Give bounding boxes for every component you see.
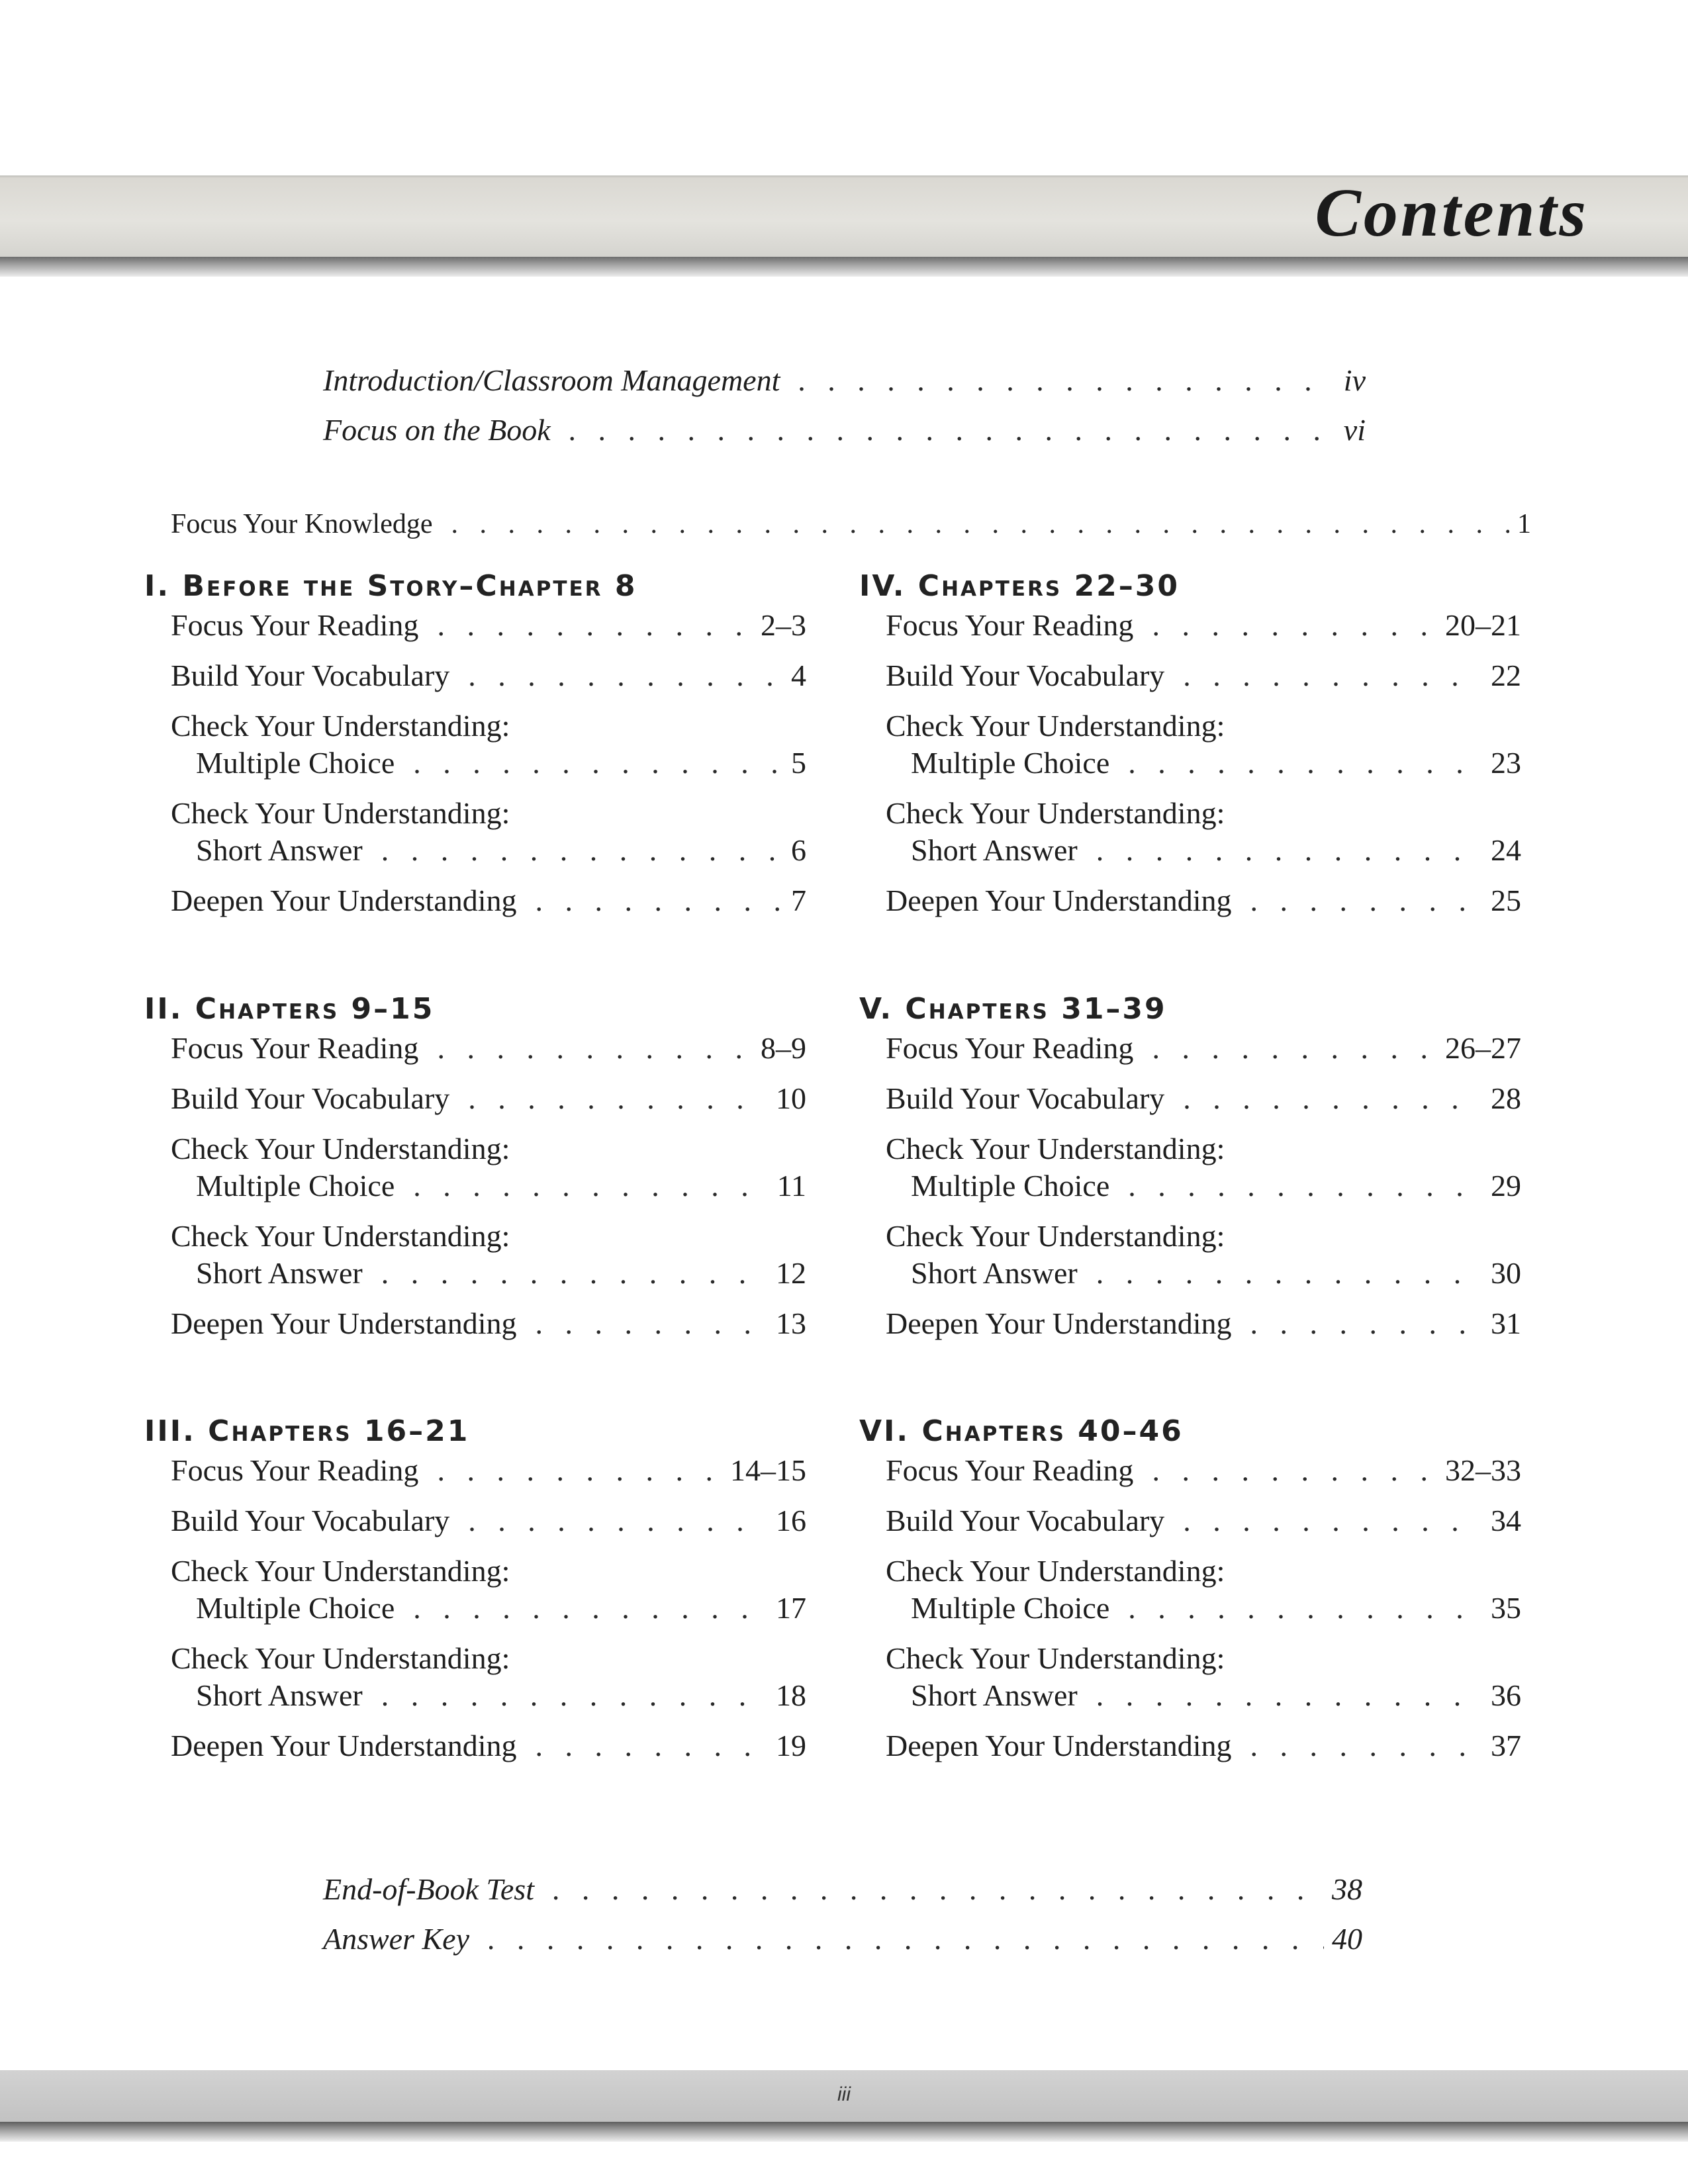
entry-label: Multiple Choice — [196, 1591, 395, 1625]
toc-entry[interactable] — [886, 1025, 1521, 1071]
toc-entry[interactable] — [886, 653, 1521, 699]
entry-label: Build Your Vocabulary — [171, 1081, 450, 1115]
entry-label: Deepen Your Understanding — [886, 1729, 1232, 1762]
toc-entry[interactable] — [911, 1250, 1521, 1297]
entry-label-top: Check Your Understanding: — [171, 796, 510, 830]
entry-page: 34 — [1491, 1504, 1521, 1537]
toc-entry[interactable] — [911, 1585, 1521, 1631]
entry-label: Focus Your Knowledge — [171, 509, 433, 539]
toc-entry[interactable] — [886, 602, 1521, 649]
entry-label-top: Check Your Understanding: — [171, 709, 510, 743]
entry-page: 40 — [1332, 1922, 1362, 1956]
dot-leader — [413, 1163, 769, 1209]
toc-entry[interactable] — [171, 1447, 806, 1494]
entry-page: 20–21 — [1445, 608, 1521, 642]
entry-label: Build Your Vocabulary — [171, 1504, 450, 1537]
page-title: Contents — [1315, 175, 1589, 251]
entry-page: 18 — [776, 1678, 806, 1712]
toc-entry[interactable] — [171, 1075, 806, 1122]
entry-page: 32–33 — [1445, 1453, 1521, 1487]
entry-label-top: Check Your Understanding: — [886, 1554, 1225, 1588]
entry-label: Short Answer — [196, 833, 363, 867]
entry-page: 31 — [1491, 1306, 1521, 1340]
entry-page: 29 — [1491, 1169, 1521, 1203]
dot-leader — [1250, 1723, 1483, 1769]
dot-leader — [1152, 1447, 1437, 1494]
toc-entry[interactable] — [171, 602, 806, 649]
entry-page: 14–15 — [730, 1453, 806, 1487]
dot-leader — [536, 1723, 768, 1769]
entry-page: 28 — [1491, 1081, 1521, 1115]
dot-leader — [468, 1075, 768, 1122]
entry-label: Focus Your Reading — [171, 1031, 419, 1065]
dot-leader — [798, 357, 1335, 404]
toc-entry[interactable] — [196, 740, 806, 786]
entry-page: 23 — [1491, 746, 1521, 780]
toc-entry[interactable] — [886, 1300, 1521, 1347]
toc-entry[interactable] — [171, 1025, 806, 1071]
toc-entry[interactable] — [886, 1447, 1521, 1494]
dot-leader — [437, 602, 753, 649]
entry-label: Build Your Vocabulary — [886, 1504, 1165, 1537]
entry-label: Focus Your Reading — [886, 608, 1134, 642]
entry-page: 37 — [1491, 1729, 1521, 1762]
entry-label: Multiple Choice — [196, 1169, 395, 1203]
toc-entry[interactable] — [171, 1300, 806, 1347]
entry-label-top: Check Your Understanding: — [171, 1219, 510, 1253]
dot-leader — [468, 1498, 768, 1544]
entry-label: Build Your Vocabulary — [886, 659, 1165, 692]
dot-leader — [381, 827, 783, 874]
entry-page: 4 — [791, 659, 806, 692]
dot-leader — [413, 740, 783, 786]
entry-page: 19 — [776, 1729, 806, 1762]
entry-label: Build Your Vocabulary — [171, 659, 450, 692]
entry-label: Short Answer — [911, 1256, 1078, 1290]
entry-page: 10 — [776, 1081, 806, 1115]
entry-label: Deepen Your Understanding — [171, 1306, 517, 1340]
entry-page: 36 — [1491, 1678, 1521, 1712]
toc-entry[interactable] — [911, 740, 1521, 786]
entry-page: 12 — [776, 1256, 806, 1290]
entry-page: 8–9 — [761, 1031, 806, 1065]
entry-label: Multiple Choice — [911, 1591, 1110, 1625]
toc-entry[interactable] — [196, 1585, 806, 1631]
entry-label-top: Check Your Understanding: — [886, 1132, 1225, 1165]
entry-page: 25 — [1491, 884, 1521, 917]
dot-leader — [1250, 1300, 1483, 1347]
dot-leader — [1096, 1250, 1483, 1297]
toc-entry-introduction[interactable] — [323, 357, 1366, 404]
toc-entry[interactable] — [911, 827, 1521, 874]
dot-leader — [488, 1916, 1324, 1962]
entry-page: 38 — [1332, 1872, 1362, 1906]
entry-page: 24 — [1491, 833, 1521, 867]
entry-label-top: Check Your Understanding: — [886, 709, 1225, 743]
entry-page: 2–3 — [761, 608, 806, 642]
toc-entry[interactable] — [171, 878, 806, 924]
toc-entry[interactable] — [171, 1498, 806, 1544]
entry-page: 1 — [1517, 509, 1531, 539]
toc-entry[interactable] — [196, 1672, 806, 1719]
entry-label: Multiple Choice — [911, 1169, 1110, 1203]
entry-page: iv — [1343, 363, 1366, 397]
entry-page: 26–27 — [1445, 1031, 1521, 1065]
dot-leader — [381, 1672, 768, 1719]
dot-leader — [569, 407, 1336, 453]
entry-label: Focus Your Reading — [886, 1031, 1134, 1065]
entry-label-top: Check Your Understanding: — [171, 1641, 510, 1675]
entry-label: Short Answer — [196, 1678, 363, 1712]
dot-leader — [437, 1025, 753, 1071]
toc-entry[interactable] — [886, 878, 1521, 924]
toc-entry[interactable] — [196, 1163, 806, 1209]
dot-leader — [536, 878, 783, 924]
entry-page: 11 — [776, 1169, 806, 1203]
toc-entry[interactable] — [886, 1498, 1521, 1544]
toc-entry[interactable] — [171, 1723, 806, 1769]
entry-label: Focus Your Reading — [171, 1453, 419, 1487]
dot-leader — [381, 1250, 768, 1297]
section-heading: IV. Chapters 22–30 — [859, 569, 1180, 603]
dot-leader — [1128, 740, 1483, 786]
toc-entry-end-of-book-test[interactable] — [323, 1866, 1362, 1913]
entry-page: 7 — [791, 884, 806, 917]
entry-label: Deepen Your Understanding — [171, 1729, 517, 1762]
entry-label: Deepen Your Understanding — [886, 1306, 1232, 1340]
entry-label: Introduction/Classroom Management — [323, 363, 780, 397]
dot-leader — [1152, 602, 1437, 649]
entry-label-top: Check Your Understanding: — [886, 1219, 1225, 1253]
toc-entry[interactable] — [196, 1250, 806, 1297]
entry-label-top: Check Your Understanding: — [886, 1641, 1225, 1675]
entry-label: Multiple Choice — [911, 746, 1110, 780]
entry-label: Short Answer — [911, 833, 1078, 867]
entry-page: 5 — [791, 746, 806, 780]
dot-leader — [1096, 827, 1483, 874]
dot-leader — [1152, 1025, 1437, 1071]
dot-leader — [1128, 1585, 1483, 1631]
section-heading: III. Chapters 16–21 — [144, 1414, 470, 1448]
entry-label-top: Check Your Understanding: — [171, 1132, 510, 1165]
toc-entry[interactable] — [171, 653, 806, 699]
dot-leader — [1096, 1672, 1483, 1719]
dot-leader — [1128, 1163, 1483, 1209]
dot-leader — [451, 501, 1509, 547]
dot-leader — [1183, 1075, 1483, 1122]
section-heading: II. Chapters 9–15 — [144, 992, 435, 1026]
entry-label: Short Answer — [196, 1256, 363, 1290]
toc-entry[interactable] — [196, 827, 806, 874]
toc-entry[interactable] — [911, 1163, 1521, 1209]
entry-label: Deepen Your Understanding — [886, 884, 1232, 917]
dot-leader — [1183, 653, 1483, 699]
entry-page: 22 — [1491, 659, 1521, 692]
toc-entry-answer-key[interactable] — [323, 1916, 1362, 1962]
entry-label: Multiple Choice — [196, 746, 395, 780]
entry-page: 30 — [1491, 1256, 1521, 1290]
entry-page: vi — [1343, 413, 1366, 447]
dot-leader — [437, 1447, 722, 1494]
entry-label-top: Check Your Understanding: — [886, 796, 1225, 830]
dot-leader — [553, 1866, 1324, 1913]
toc-entry[interactable] — [911, 1672, 1521, 1719]
dot-leader — [1250, 878, 1483, 924]
section-heading: I. Before the Story–Chapter 8 — [144, 569, 637, 603]
dot-leader — [413, 1585, 768, 1631]
entry-label: Focus Your Reading — [171, 608, 419, 642]
entry-page: 17 — [776, 1591, 806, 1625]
entry-label: Short Answer — [911, 1678, 1078, 1712]
entry-page: 6 — [791, 833, 806, 867]
dot-leader — [1183, 1498, 1483, 1544]
header-shadow — [0, 257, 1688, 277]
entry-page: 16 — [776, 1504, 806, 1537]
toc-entry-focus-knowledge[interactable] — [171, 501, 1531, 547]
dot-leader — [536, 1300, 768, 1347]
entry-page: 13 — [776, 1306, 806, 1340]
entry-label: Deepen Your Understanding — [171, 884, 517, 917]
entry-label: Build Your Vocabulary — [886, 1081, 1165, 1115]
entry-label-top: Check Your Understanding: — [171, 1554, 510, 1588]
toc-entry-focus-on-book[interactable] — [323, 407, 1366, 453]
toc-entry[interactable] — [886, 1723, 1521, 1769]
footer-shadow — [0, 2122, 1688, 2142]
entry-label: End-of-Book Test — [323, 1872, 534, 1906]
section-heading: VI. Chapters 40–46 — [859, 1414, 1184, 1448]
entry-label: Focus Your Reading — [886, 1453, 1134, 1487]
entry-page: 35 — [1491, 1591, 1521, 1625]
toc-entry[interactable] — [886, 1075, 1521, 1122]
page-number: iii — [837, 2083, 851, 2105]
dot-leader — [468, 653, 783, 699]
section-heading: V. Chapters 31–39 — [859, 992, 1167, 1026]
entry-label: Focus on the Book — [323, 413, 551, 447]
entry-label: Answer Key — [323, 1922, 470, 1956]
